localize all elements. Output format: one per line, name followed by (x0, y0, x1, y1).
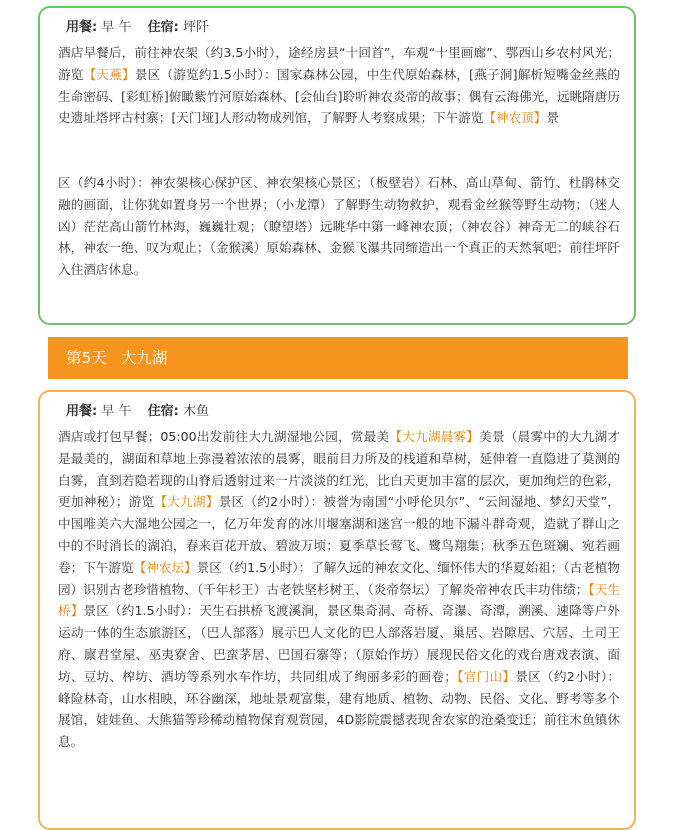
highlighted-attraction: 【神农坛】 (133, 559, 197, 575)
day-number: 第5天 (66, 349, 107, 367)
day4-itinerary-card (38, 6, 636, 325)
paragraph-text: 景区（约1.5小时）：了解久远的神农文化、缅怀伟大的华夏始祖；（古老植物园）识别古老珍惜植物、（千年杉王）古老铁坚杉树王、（炎帝祭坛）了解炎帝神农氏丰功伟绩； (58, 559, 621, 597)
paragraph-text: 区（约4小时）：神农架核心保护区、神农架核心景区；（板壁岩）石林、高山草甸、箭竹、杜鹃林交融的画面，让你犹如置身另一个世界；（小龙潭）了解野生动物救护，观看金丝猴等野生动物；（迷人凶）茫茫高山箭竹林海，巍巍壮观；（瞭望塔）远眺华中第一峰神农顶；（神农谷）神奇无二的峡谷石林，神农一绝、叹为观止；（金猴溪）原始森林、金猴飞瀑共同缔造出一个真正的天然氧吧；前往坪阡入住酒店休息。 (58, 175, 620, 278)
paragraph-text: 酒店或打包早餐；05:00出发前往大九湖湿地公园，赏最美 (58, 429, 390, 444)
paragraph-text: 景区（游览约1.5小时）：国家森林公园，中生代原始森林，[燕子洞]解析短嘴金丝燕的生命密码、[彩虹桥]俯瞰紫竹河原始森林、[会仙台]聆听神农炎帝的故事；偶有云海佛光，远眺隋唐历史遗址塔坪古村寨；[天门垭]人形动物成列馆，了解野人考察成果；下午游览 (58, 66, 621, 126)
meals-label: 用餐: (66, 20, 98, 35)
paragraph-text: 景区（约2小时）：被誉为南国“小呼伦贝尔”、“云间湿地、梦幻天堂”，中国唯美六大湿地公园之一，亿万年发育的冰川堰塞湖和迷宫一般的地下漏斗群奇观，造就了群山之中的不时消长的湖泊，春来百花开放、碧波万顷；夏季草长莺飞、鹭鸟翔集；秋季五色斑斓、宛若画卷；下午游览 (58, 494, 621, 575)
paragraph-text: 景区（约1.5小时）：天生石拱桥飞渡溪涧，景区集奇洞、奇桥、奇瀑、奇潭，溯溪、速降等户外运动一体的生态旅游区，（巴人部落）展示巴人文化的巴人部落岩厦、巢居、岩隙居、穴居、土司王府、廪君堂屋、巫夷寮舍、巴蛮茅居、巴国石寨等；（原始作坊）展现民俗文化的戏台唐戏表演、面坊、豆坊、榨坊、酒坊等系列水车作坊，共同组成了绚丽多彩的画卷； (58, 603, 621, 684)
paragraph-text: 美景（晨雾中的大九湖才是最美的，湖面和草地上弥漫着浓浓的晨雾，眼前目力所及的栈道和草树，延伸着一直隐进了莫测的白雾，直到若隐若现的山脊后透射过来一片淡淡的红光，比白天更加丰富的层次，更加绚烂的色彩，更加神秘）；游览 (58, 429, 621, 510)
meals-value: 早 午 (101, 404, 132, 419)
paragraph-text: 景区（约2小时）：峰险林奇，山水相映，环谷幽深，地址景观富集，建有地质、植物、动物、民俗、文化、野考等多个展馆，娃娃鱼、大熊猫等珍稀动植物保育观赏园，4D影院震撼表现舍农家的沧桑变迁；前往木鱼镇休息。 (58, 668, 621, 750)
highlighted-attraction: 【天生桥】 (58, 581, 620, 619)
highlighted-attraction: 【官门山】 (456, 668, 516, 684)
highlighted-attraction: 【大九湖晨雾】 (389, 429, 480, 444)
highlighted-attraction: 【天燕】 (83, 66, 135, 82)
stay-value: 坪阡 (182, 20, 209, 35)
paragraph-text: 酒店早餐后，前往神农架（约3.5小时），途经房县“十回首”，车观“十里画廊”、鄂西山乡农村风光；游览 (58, 45, 620, 82)
day5-paragraph-1 (58, 426, 620, 753)
highlighted-attraction: 【神农顶】 (483, 110, 547, 126)
stay-label: 住宿: (147, 404, 179, 419)
day4-paragraph-1 (58, 42, 620, 129)
day-title: 大九湖 (120, 349, 168, 367)
day4-meta-line (66, 16, 209, 35)
day5-meta-line (66, 400, 209, 419)
stay-label: 住宿: (147, 20, 179, 35)
stay-value: 木鱼 (182, 404, 209, 419)
day4-paragraph-2 (58, 172, 620, 281)
day5-itinerary-card (38, 390, 636, 830)
day5-header-bar (48, 337, 628, 379)
paragraph-text: 景 (546, 110, 559, 126)
meals-label: 用餐: (66, 404, 98, 419)
meals-value: 早 午 (101, 20, 132, 35)
highlighted-attraction: 【大九湖】 (154, 494, 219, 510)
